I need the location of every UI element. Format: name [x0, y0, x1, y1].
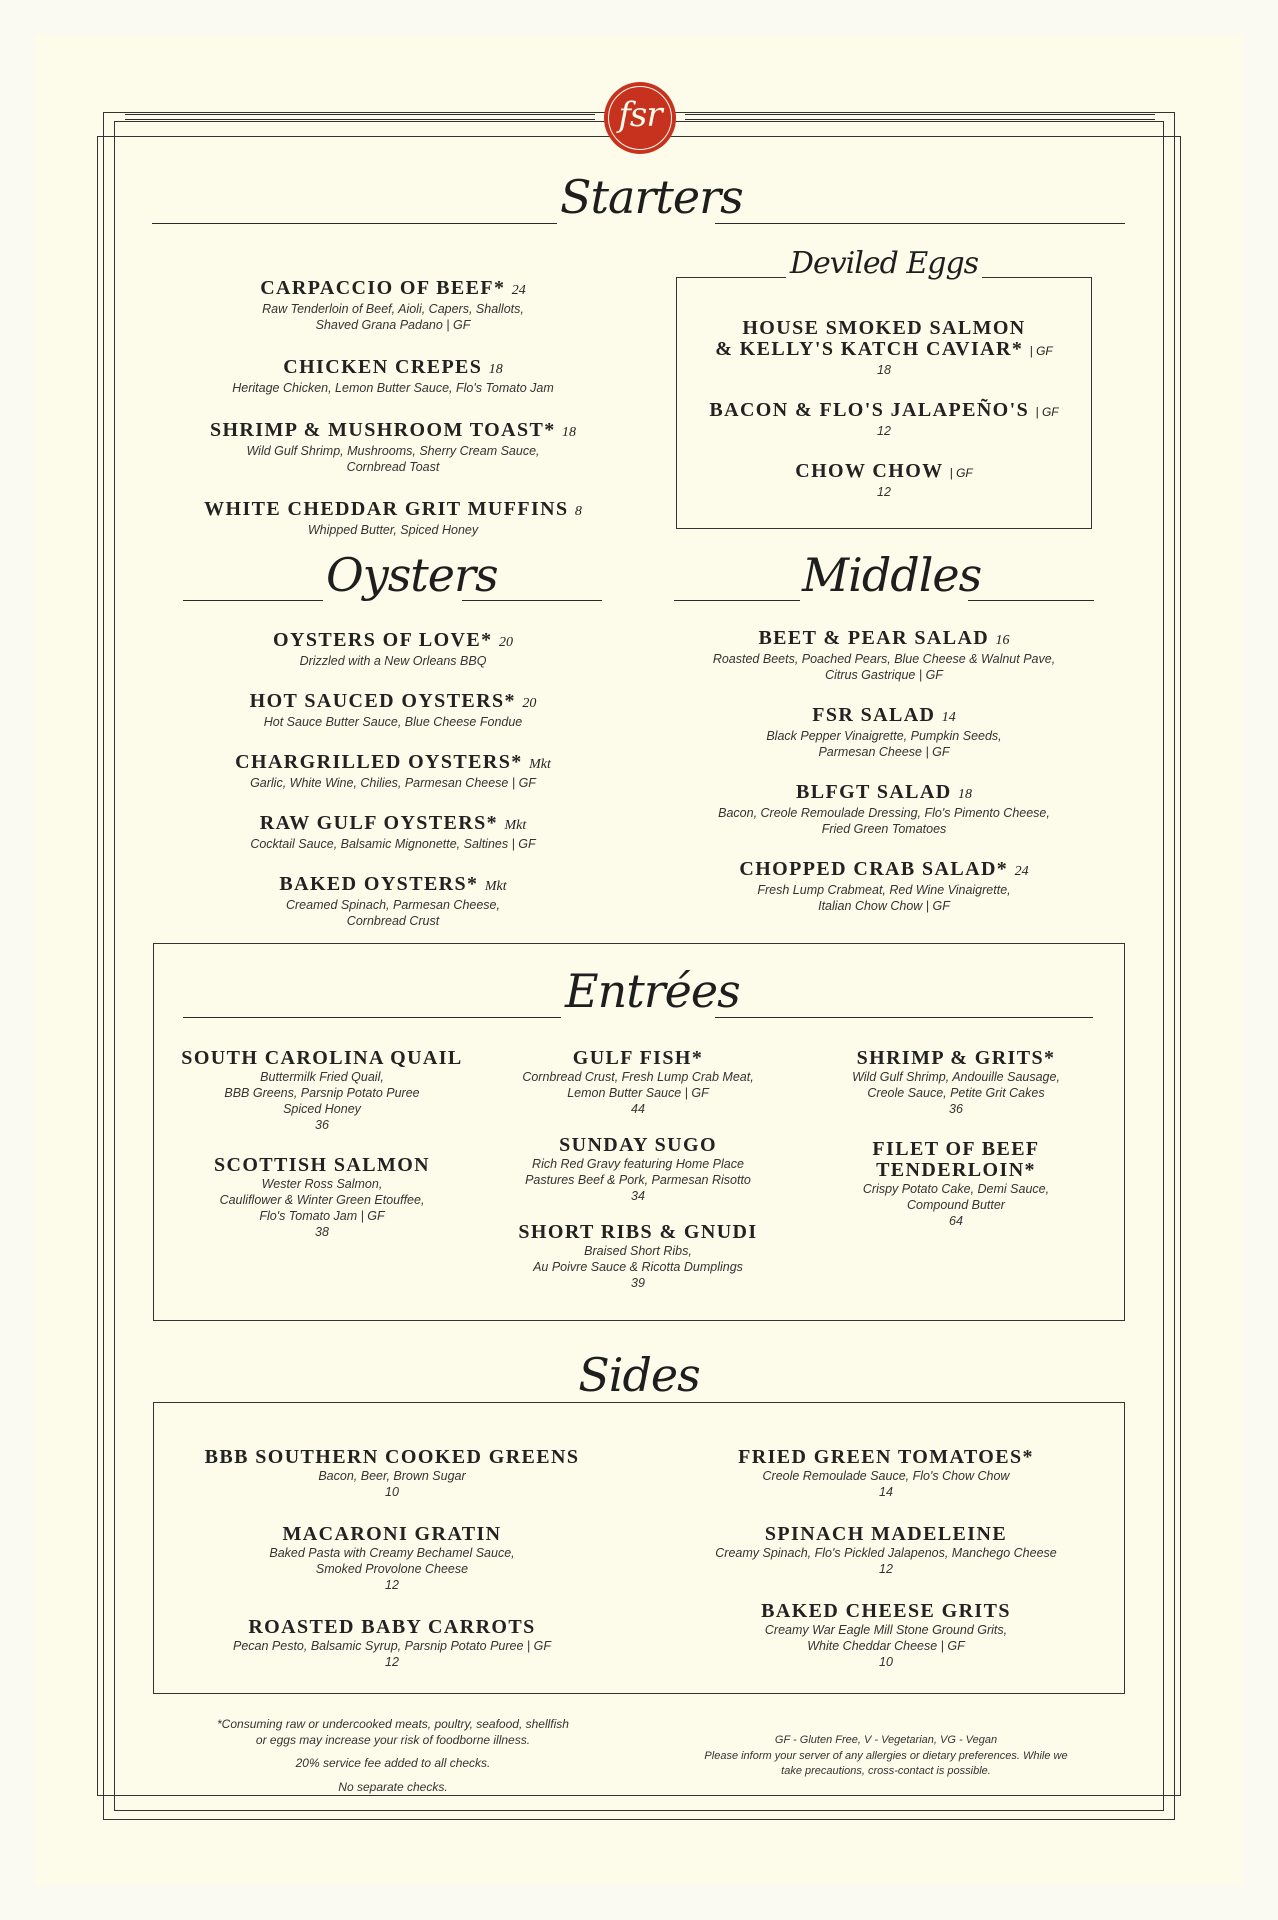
menu-item [162, 357, 624, 396]
item-price: 8 [574, 504, 582, 519]
menu-item [664, 859, 1104, 914]
item-description: Drizzled with a New Orleans BBQ [299, 654, 487, 668]
entrees-rule-left [183, 1017, 561, 1018]
item-description: Crispy Potato Cake, Demi Sauce, Compound Butter [862, 1182, 1050, 1212]
item-description: Creamed Spinach, Parmesan Cheese, Cornbread Crust [285, 898, 500, 928]
deviled-eggs-list [686, 318, 1082, 522]
item-name-line [664, 782, 1104, 805]
item-price: 20 [498, 635, 513, 650]
oysters-rule-left [183, 600, 323, 601]
item-name: BBB SOUTHERN COOKED GREENS [204, 1446, 580, 1468]
menu-item [664, 705, 1104, 760]
item-name: RAW GULF OYSTERS* [259, 812, 499, 834]
menu-item [172, 1048, 472, 1133]
item-description: Creamy Spinach, Flo's Pickled Jalapenos, Manchego Cheese [715, 1546, 1057, 1560]
item-name: CARPACCIO OF BEEF* [260, 277, 506, 299]
item-price: 12 [385, 1578, 399, 1592]
item-price: 18 [562, 425, 577, 440]
item-name: BEET & PEAR SALAD [758, 627, 990, 649]
menu-item [172, 1524, 612, 1593]
item-tag: | GF [1029, 344, 1053, 358]
menu-item [162, 278, 624, 333]
item-description: Braised Short Ribs, Au Poivre Sauce & Ricotta Dumplings [533, 1244, 743, 1274]
footer-service-fee: 20% service fee added to all checks. [295, 1756, 491, 1770]
footer-consuming-warning: *Consuming raw or undercooked meats, poultry, seafood, shellfish or eggs may increase your risk of foodborne illness. [217, 1717, 569, 1747]
menu-item [172, 874, 614, 929]
item-price: 39 [631, 1276, 645, 1290]
item-price: 24 [1014, 864, 1029, 879]
item-description: Creamy War Eagle Mill Stone Ground Grits, White Cheddar Cheese | GF [764, 1623, 1008, 1653]
item-name-line [172, 630, 614, 653]
item-name: SCOTTISH SALMON [213, 1154, 431, 1176]
item-price: 10 [879, 1655, 893, 1669]
item-price: 12 [385, 1655, 399, 1669]
menu-item [666, 1447, 1106, 1500]
item-name: FILET OF BEEF TENDERLOIN* [872, 1138, 1040, 1181]
entrees-right-column [806, 1048, 1106, 1251]
item-tag: | GF [949, 466, 973, 480]
menu-item [162, 420, 624, 475]
middles-rule-left [674, 600, 800, 601]
section-title-entrees: Entrées [565, 964, 740, 1018]
footer-allergy-notice: Please inform your server of any allergies or dietary preferences. While we take precautions, cross-contact is possible. [704, 1750, 1068, 1777]
footer-dietary-legend: GF - Gluten Free, V - Vegetarian, VG - Vegan [774, 1734, 998, 1746]
item-name: SHRIMP & MUSHROOM TOAST* [209, 419, 556, 441]
item-name: CHICKEN CREPES [283, 356, 483, 378]
starters-list [162, 278, 624, 562]
item-name: OYSTERS OF LOVE* [273, 629, 493, 651]
item-description: Raw Tenderloin of Beef, Aioli, Capers, Shallots, Shaved Grana Padano | GF [262, 302, 524, 332]
item-description: Wild Gulf Shrimp, Andouille Sausage, Creole Sauce, Petite Grit Cakes [852, 1070, 1060, 1100]
item-price: 14 [941, 710, 956, 725]
item-description: Baked Pasta with Creamy Bechamel Sauce, Smoked Provolone Cheese [269, 1546, 515, 1576]
item-price: 36 [315, 1118, 329, 1132]
item-description: Cocktail Sauce, Balsamic Mignonette, Saltines | GF [250, 837, 536, 851]
item-description: Fresh Lump Crabmeat, Red Wine Vinaigrette, Italian Chow Chow | GF [757, 883, 1011, 913]
item-name: WHITE CHEDDAR GRIT MUFFINS [204, 498, 569, 520]
item-price: 64 [949, 1214, 963, 1228]
item-price: 38 [315, 1225, 329, 1239]
menu-item [686, 318, 1082, 378]
item-name: CHOPPED CRAB SALAD* [739, 858, 1009, 880]
menu-item [664, 628, 1104, 683]
starters-rule-left [152, 223, 557, 224]
menu-item [172, 630, 614, 669]
menu-item [806, 1139, 1106, 1229]
item-name-line [172, 813, 614, 836]
menu-item [172, 1155, 472, 1240]
item-name: BACON & FLO'S JALAPEÑO'S [709, 399, 1030, 421]
item-name: CHARGRILLED OYSTERS* [235, 751, 523, 773]
item-name-line [162, 420, 624, 443]
menu-item [172, 691, 614, 730]
item-price: 44 [631, 1102, 645, 1116]
logo-rule-right-2 [685, 119, 1155, 120]
item-name: HOT SAUCED OYSTERS* [249, 690, 516, 712]
fsr-logo [604, 82, 676, 154]
item-price: 12 [879, 1562, 893, 1576]
item-price: 16 [995, 633, 1010, 648]
item-name-line [172, 691, 614, 714]
logo-rule-left [125, 114, 595, 115]
logo-rule-left-2 [125, 119, 595, 120]
menu-item [172, 1617, 612, 1670]
item-description: Pecan Pesto, Balsamic Syrup, Parsnip Potato Puree | GF [233, 1639, 551, 1653]
item-description: Bacon, Beer, Brown Sugar [318, 1469, 466, 1483]
item-name: FSR SALAD [812, 704, 936, 726]
menu-item [488, 1135, 788, 1204]
item-name: FRIED GREEN TOMATOES* [738, 1446, 1034, 1468]
item-price: 36 [949, 1102, 963, 1116]
item-name-line [686, 461, 1082, 484]
item-price: 20 [522, 696, 537, 711]
menu-item [666, 1524, 1106, 1577]
section-title-middles: Middles [802, 548, 982, 602]
entrees-rule-right [715, 1017, 1093, 1018]
item-name-line [664, 859, 1104, 882]
menu-item [488, 1048, 788, 1117]
item-description: Garlic, White Wine, Chilies, Parmesan Cheese | GF [250, 776, 536, 790]
oysters-rule-right [462, 600, 602, 601]
footer-no-separate-checks: No separate checks. [338, 1780, 448, 1794]
menu-item [686, 400, 1082, 439]
middles-rule-right [968, 600, 1094, 601]
entrees-left-column [172, 1048, 472, 1262]
item-name: SHORT RIBS & GNUDI [518, 1221, 758, 1243]
middles-list [664, 628, 1104, 936]
section-title-oysters: Oysters [326, 548, 498, 602]
item-description: Black Pepper Vinaigrette, Pumpkin Seeds, Parmesan Cheese | GF [766, 729, 1002, 759]
item-price: 18 [958, 787, 973, 802]
item-description: Cornbread Crust, Fresh Lump Crab Meat, Lemon Butter Sauce | GF [522, 1070, 754, 1100]
item-name: SUNDAY SUGO [559, 1134, 717, 1156]
item-price: 12 [877, 485, 891, 499]
item-name: BLFGT SALAD [795, 781, 952, 803]
item-name: SHRIMP & GRITS* [856, 1047, 1056, 1069]
item-name-line [172, 874, 614, 897]
item-price: 12 [877, 424, 891, 438]
item-description: Wild Gulf Shrimp, Mushrooms, Sherry Cream Sauce, Cornbread Toast [246, 444, 540, 474]
item-name-line [162, 278, 624, 301]
item-name-line [664, 705, 1104, 728]
item-price: Mkt [484, 879, 507, 894]
item-name-line [686, 400, 1082, 423]
item-name-line [162, 499, 624, 522]
item-description: Wester Ross Salmon, Cauliflower & Winter Green Etouffee, Flo's Tomato Jam | GF [219, 1177, 425, 1223]
item-price: 18 [488, 362, 503, 377]
item-description: Rich Red Gravy featuring Home Place Pastures Beef & Pork, Parmesan Risotto [525, 1157, 751, 1187]
menu-item [488, 1222, 788, 1291]
section-title-sides: Sides [570, 1348, 708, 1402]
menu-item [162, 499, 624, 538]
item-tag: | GF [1035, 405, 1059, 419]
item-description: Hot Sauce Butter Sauce, Blue Cheese Fondue [263, 715, 523, 729]
item-name: SPINACH MADELEINE [764, 1523, 1008, 1545]
item-name: MACARONI GRATIN [282, 1523, 502, 1545]
item-name: GULF FISH* [572, 1047, 704, 1069]
item-description: Whipped Butter, Spiced Honey [307, 523, 479, 537]
item-price: 24 [511, 283, 526, 298]
item-name-line [686, 318, 1082, 362]
menu-item [172, 813, 614, 852]
starters-rule-right [715, 223, 1125, 224]
item-name-line [162, 357, 624, 380]
menu-item [806, 1048, 1106, 1117]
sides-left-column [172, 1447, 612, 1694]
section-title-deviled-eggs: Deviled Eggs [786, 246, 982, 281]
item-price: 18 [877, 363, 891, 377]
menu-item [666, 1601, 1106, 1670]
logo-rule-right [685, 114, 1155, 115]
item-description: Creole Remoulade Sauce, Flo's Chow Chow [762, 1469, 1010, 1483]
menu-item [664, 782, 1104, 837]
section-title-starters: Starters [560, 170, 743, 224]
menu-item [686, 461, 1082, 500]
item-name-line [172, 752, 614, 775]
item-price: 34 [631, 1189, 645, 1203]
item-name: SOUTH CAROLINA QUAIL [181, 1047, 463, 1069]
item-description: Buttermilk Fried Quail, BBB Greens, Parsnip Potato Puree Spiced Honey [224, 1070, 420, 1116]
item-name-line [664, 628, 1104, 651]
item-name: CHOW CHOW [795, 460, 944, 482]
item-description: Bacon, Creole Remoulade Dressing, Flo's Pimento Cheese, Fried Green Tomatoes [718, 806, 1050, 836]
item-name: BAKED OYSTERS* [279, 873, 479, 895]
item-price: Mkt [529, 757, 551, 772]
logo-text: fsr [618, 95, 662, 135]
item-name: ROASTED BABY CARROTS [248, 1616, 536, 1638]
item-price: 10 [385, 1485, 399, 1499]
menu-item [172, 1447, 612, 1500]
item-name: HOUSE SMOKED SALMON & KELLY'S KATCH CAVIAR* [715, 317, 1026, 360]
entrees-middle-column [488, 1048, 788, 1309]
oysters-list [172, 630, 614, 951]
menu-item [172, 752, 614, 791]
item-name: BAKED CHEESE GRITS [761, 1600, 1011, 1622]
item-price: 14 [879, 1485, 893, 1499]
item-description: Roasted Beets, Poached Pears, Blue Cheese & Walnut Pave, Citrus Gastrique | GF [712, 652, 1056, 682]
item-description: Heritage Chicken, Lemon Butter Sauce, Flo's Tomato Jam [232, 381, 554, 395]
sides-right-column [666, 1447, 1106, 1694]
item-price: Mkt [504, 818, 527, 833]
